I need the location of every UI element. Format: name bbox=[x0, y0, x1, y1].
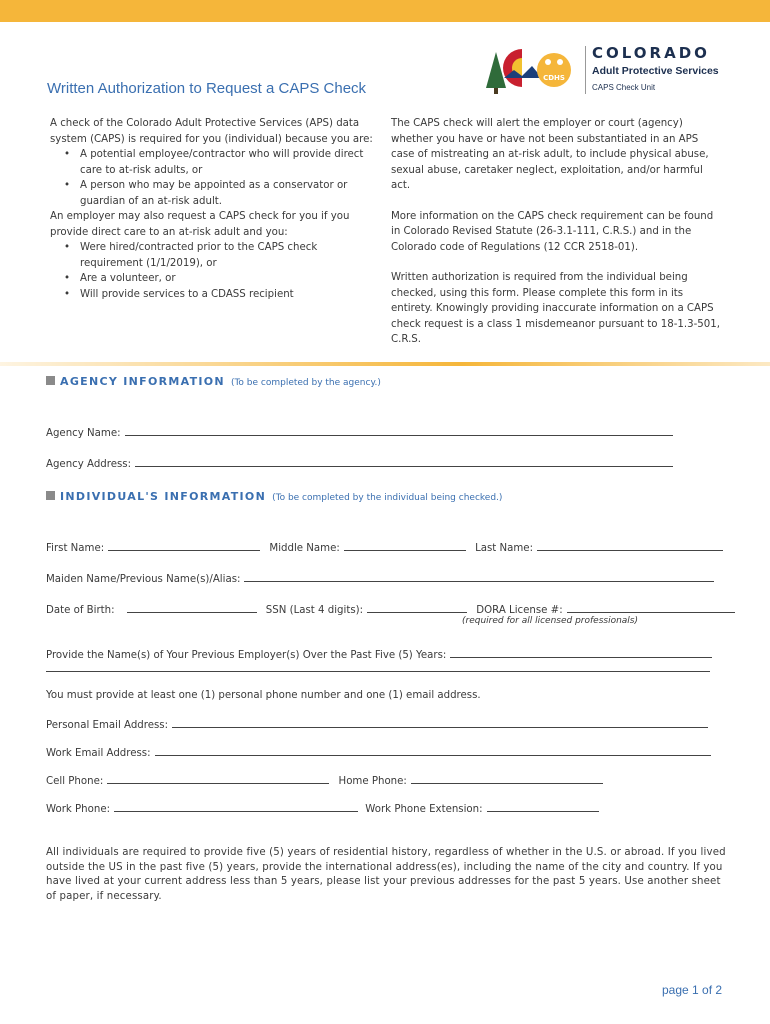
list-item: • A person who may be appointed as a conservator or guardian of an at-risk adult. bbox=[80, 178, 375, 209]
maiden-name-label: Maiden Name/Previous Name(s)/Alias: bbox=[46, 574, 241, 585]
cell-phone-label: Cell Phone: bbox=[46, 776, 104, 787]
dob-field[interactable] bbox=[127, 603, 257, 613]
dob-label: Date of Birth: bbox=[46, 605, 115, 616]
intro-left-para1: A check of the Colorado Adult Protective Services (APS) data system (CAPS) is required for you (individual) because you are: bbox=[50, 118, 373, 145]
personal-email-row bbox=[46, 718, 708, 731]
name-row bbox=[46, 541, 723, 554]
agency-section-heading: AGENCY INFORMATION (To be completed by the agency.) bbox=[46, 375, 381, 388]
work-ext-label: Work Phone Extension: bbox=[365, 804, 483, 815]
employers-label: Provide the Name(s) of Your Previous Employer(s) Over the Past Five (5) Years: bbox=[46, 650, 447, 661]
work-phone-label: Work Phone: bbox=[46, 804, 111, 815]
agency-section-note: (To be completed by the agency.) bbox=[230, 378, 381, 388]
first-name-label: First Name: bbox=[46, 543, 105, 554]
employers-field-line2[interactable] bbox=[46, 662, 710, 672]
intro-left-para2: An employer may also request a CAPS check for you if you provide direct care to an at-risk adult and you: bbox=[50, 211, 350, 238]
dob-ssn-dora-row bbox=[46, 603, 735, 616]
agency-name-row bbox=[46, 426, 673, 439]
cell-phone-field[interactable] bbox=[107, 774, 329, 784]
first-name-field[interactable] bbox=[108, 541, 260, 551]
logo-department: Adult Protective Services bbox=[592, 65, 719, 77]
contact-instruction: You must provide at least one (1) personal phone number and one (1) email address. bbox=[46, 690, 481, 701]
residential-history-instructions: All individuals are required to provide five (5) years of residential history, regardless of whether in the U.S. or abroad. If you lived outside the US in the past five (5) years, provide the international address(es), including the name of the city and country. If you have lived at your current address less than 5 years, please list your previous addresses for the past 5 years. Use another sheet of paper, if necessary. bbox=[46, 847, 726, 902]
list-item: • Will provide services to a CDASS recipient bbox=[80, 287, 375, 303]
maiden-name-field[interactable] bbox=[244, 572, 714, 582]
logo-divider bbox=[585, 46, 586, 94]
employers-field[interactable] bbox=[450, 648, 712, 658]
intro-right-para2: More information on the CAPS check requirement can be found in Colorado Revised Statute (26-3.1-111, C.R.S.) and in the Colorado code of Regulations (12 CCR 2518-01). bbox=[391, 210, 714, 253]
employers-row-2 bbox=[46, 662, 710, 675]
personal-email-label: Personal Email Address: bbox=[46, 720, 169, 731]
middle-name-field[interactable] bbox=[344, 541, 466, 551]
top-gold-bar bbox=[0, 0, 770, 22]
colorado-logo-icon bbox=[482, 44, 582, 96]
agency-address-row bbox=[46, 457, 673, 470]
section-divider bbox=[0, 362, 770, 366]
square-bullet-icon bbox=[46, 376, 55, 385]
individual-section-note: (To be completed by the individual being checked.) bbox=[272, 493, 503, 503]
page-title: Written Authorization to Request a CAPS Check bbox=[47, 80, 367, 97]
work-ext-field[interactable] bbox=[487, 802, 599, 812]
middle-name-label: Middle Name: bbox=[269, 543, 340, 554]
phone-row bbox=[46, 774, 603, 787]
agency-name-field[interactable] bbox=[125, 426, 673, 436]
last-name-field[interactable] bbox=[537, 541, 723, 551]
intro-left-bullets2 bbox=[50, 240, 375, 302]
work-phone-field[interactable] bbox=[114, 802, 358, 812]
colorado-aps-logo bbox=[482, 44, 742, 96]
page-number: page 1 of 2 bbox=[662, 983, 723, 997]
intro-right-para1: The CAPS check will alert the employer or court (agency) whether you have or have not been substantiated in an APS case of mistreating an at-risk adult, to include physical abuse, sexual abuse, caretaker neglect, exploitation, and/or harmful act. bbox=[391, 118, 709, 191]
dora-field[interactable] bbox=[567, 603, 735, 613]
agency-address-label: Agency Address: bbox=[46, 459, 132, 470]
work-email-label: Work Email Address: bbox=[46, 748, 151, 759]
personal-email-field[interactable] bbox=[172, 718, 708, 728]
intro-left-bullets1 bbox=[50, 147, 375, 209]
work-phone-row bbox=[46, 802, 599, 815]
list-item: • Are a volunteer, or bbox=[80, 271, 375, 287]
list-item: • Were hired/contracted prior to the CAPS check requirement (1/1/2019), or bbox=[80, 240, 375, 271]
agency-address-field[interactable] bbox=[135, 457, 673, 467]
home-phone-label: Home Phone: bbox=[338, 776, 407, 787]
cdhs-badge-text: CDHS bbox=[543, 74, 565, 82]
last-name-label: Last Name: bbox=[475, 543, 534, 554]
intro-right-para3: Written authorization is required from the individual being checked, using this form. Please complete this form in its entirety. Knowingly providing inaccurate information on a CAPS check request is a class 1 misdemeanor pursuant to 18-1.3-501, C.R.S. bbox=[391, 272, 720, 345]
dora-label: DORA License #: bbox=[476, 605, 563, 616]
home-phone-field[interactable] bbox=[411, 774, 603, 784]
individual-section-heading: INDIVIDUAL'S INFORMATION (To be completed by the individual being checked.) bbox=[46, 490, 502, 503]
logo-unit: CAPS Check Unit bbox=[592, 83, 656, 92]
square-bullet-icon bbox=[46, 491, 55, 500]
ssn-label: SSN (Last 4 digits): bbox=[265, 605, 364, 616]
work-email-field[interactable] bbox=[155, 746, 711, 756]
work-email-row bbox=[46, 746, 711, 759]
intro-right-column bbox=[391, 116, 721, 348]
logo-state-name: COLORADO bbox=[592, 44, 710, 62]
intro-left-column bbox=[50, 116, 375, 302]
list-item: • A potential employee/contractor who will provide direct care to at-risk adults, or bbox=[80, 147, 375, 178]
agency-name-label: Agency Name: bbox=[46, 428, 121, 439]
employers-row bbox=[46, 648, 712, 661]
ssn-field[interactable] bbox=[367, 603, 467, 613]
dora-note: (required for all licensed professionals) bbox=[462, 616, 639, 626]
maiden-name-row bbox=[46, 572, 714, 585]
